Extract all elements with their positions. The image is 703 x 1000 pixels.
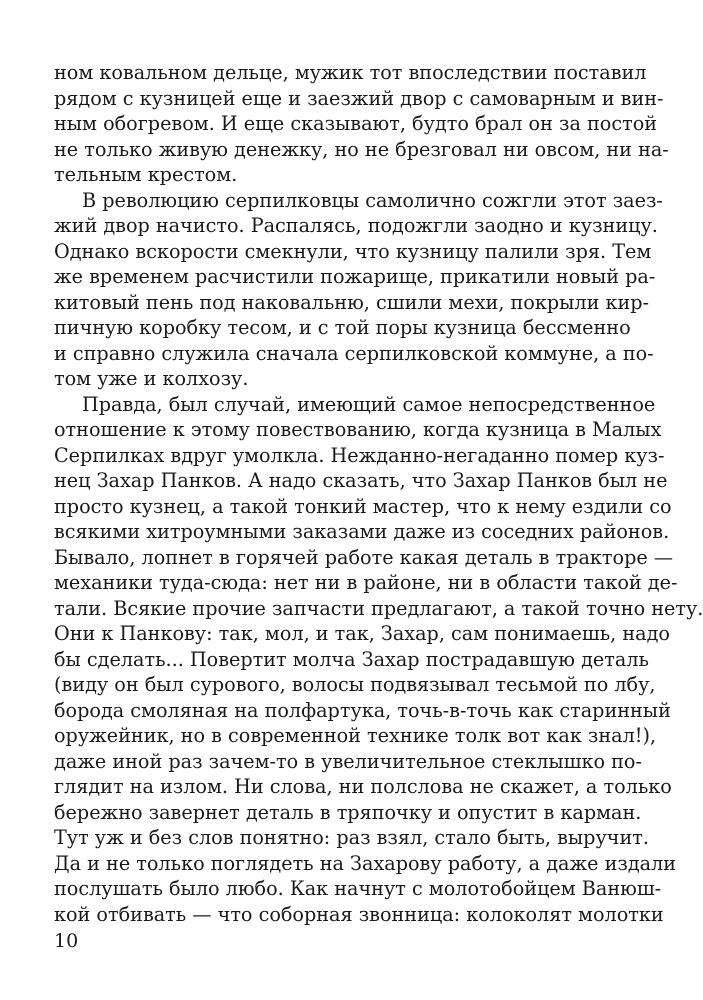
text-line: Они к Панкову: так, мол, и так, Захар, сам понимаешь, надо: [54, 622, 670, 645]
text-line: пичную коробку тесом, и с той поры кузница бессменно: [54, 316, 631, 339]
text-line: Бывало, лопнет в горячей работе какая деталь в тракторе —: [54, 545, 674, 569]
text-line: Да и не только поглядеть на Захарову работу, а даже издали: [54, 851, 677, 875]
paragraph: [54, 392, 703, 928]
text-line: даже иной раз зачем-то в увеличительное стеклышко по-: [54, 749, 642, 773]
text-line: том уже и колхозу.: [54, 367, 249, 390]
text-line: просто кузнец, а такой тонкий мастер, что к нему ездили со: [54, 494, 672, 518]
text-line: и справно служила сначала серпилковской коммуне, а по-: [54, 341, 654, 365]
page-number: 10: [54, 930, 79, 952]
text-line: китовый пень под наковальню, сшили мехи, покрыли кир-: [54, 290, 650, 314]
body-text: [54, 60, 703, 927]
text-line: (виду он был сурового, волосы подвязывал тесьмой по лбу,: [54, 673, 656, 696]
text-line: ным обогревом. И еще сказывают, будто брал он за постой: [54, 112, 658, 135]
text-line: тали. Всякие прочие запчасти предлагают, а такой точно нету.: [54, 596, 703, 620]
paragraph: [54, 188, 663, 392]
text-line: Правда, был случай, имеющий самое непосредственное: [82, 392, 656, 416]
text-line: глядит на излом. Ни слова, ни полслова не скажет, а только: [54, 775, 672, 798]
paragraph: [54, 60, 669, 188]
text-line: бы сделать... Повертит молча Захар пострадавшую деталь: [54, 647, 649, 671]
text-line: оружейник, но в современной технике толк вот как знал!),: [54, 724, 657, 747]
text-line: нец Захар Панков. А надо сказать, что Захар Панков был не: [54, 469, 668, 492]
text-line: же временем расчистили пожарище, прикатили новый ра-: [54, 265, 656, 288]
text-line: борода смоляная на полфартука, точь-в-точь как старинный: [54, 698, 671, 722]
text-line: бережно завернет деталь в тряпочку и опустит в карман.: [54, 800, 642, 824]
text-line: всякими хитроумными заказами даже из соседних районов.: [54, 520, 670, 543]
text-line: В революцию серпилковцы самолично сожгли этот заез-: [82, 188, 663, 212]
text-line: Серпилках вдруг умолкла. Нежданно-негаданно помер куз-: [54, 443, 665, 467]
text-line: Однако вскорости смекнули, что кузницу палили зря. Тем: [54, 239, 652, 263]
text-line: отношение к этому повествованию, когда кузница в Малых: [54, 418, 662, 441]
text-line: послушать было любо. Как начнут с молотобойцем Ванюш-: [54, 877, 662, 900]
text-line: механики туда-сюда: нет ни в районе, ни в области такой де-: [54, 571, 678, 594]
text-line: рядом с кузницей еще и заезжий двор с самоварным и вин-: [54, 86, 664, 110]
text-line: Тут уж и без слов понятно: раз взял, стало быть, выручит.: [54, 826, 649, 849]
text-line: жий двор начисто. Распалясь, подожгли заодно и кузницу.: [54, 214, 658, 237]
text-line: тельным крестом.: [54, 163, 238, 186]
text-line: кой отбивать — что соборная звонница: колоколят молотки: [54, 902, 664, 926]
text-line: не только живую денежку, но не брезговал ни овсом, ни на-: [54, 137, 669, 161]
text-line: ном ковальном дельце, мужик тот впоследствии поставил: [54, 61, 647, 84]
